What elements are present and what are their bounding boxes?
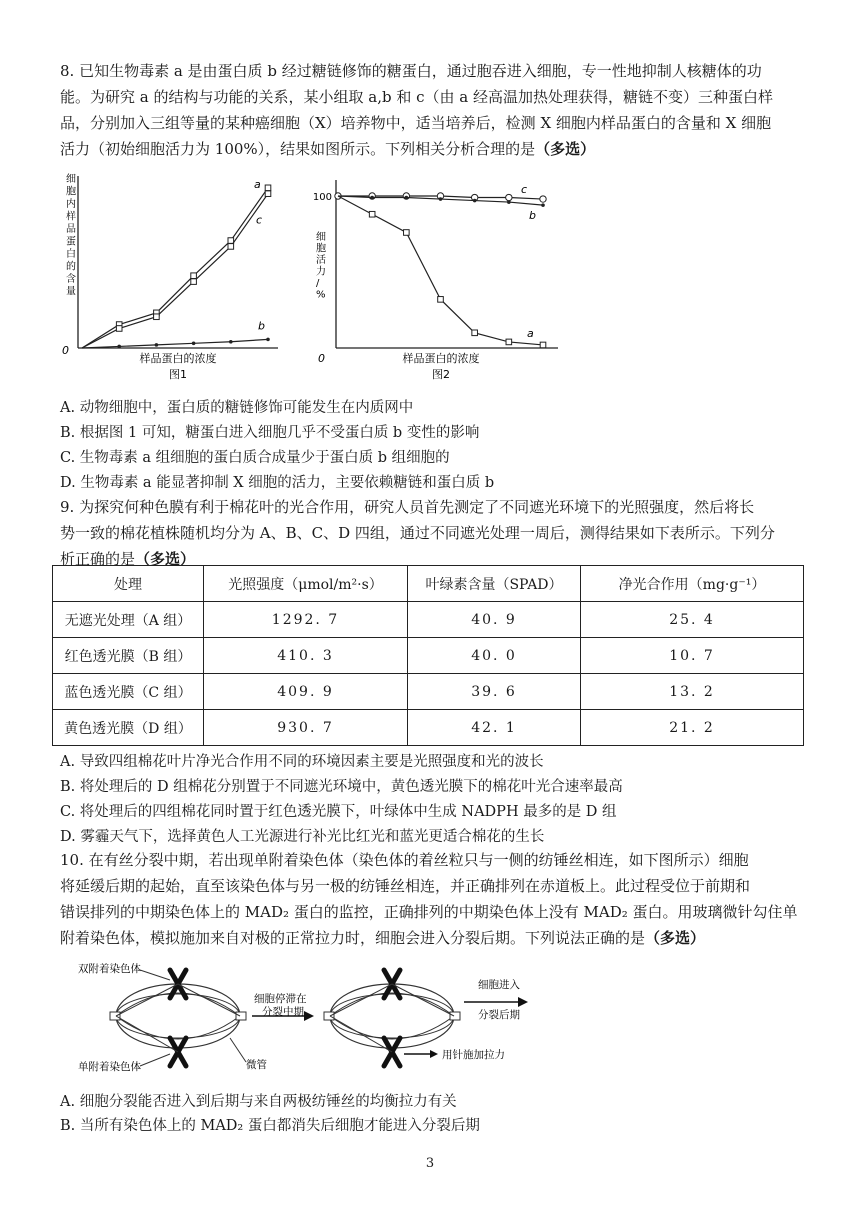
spindle-right <box>324 970 460 1066</box>
table-cell: 蓝色透光膜（C 组） <box>53 674 204 710</box>
series-label-a: a <box>527 326 534 340</box>
table-row <box>53 674 804 710</box>
table-cell: 21. 2 <box>581 710 804 746</box>
series-line-a <box>82 188 268 348</box>
q9-stem-line: 析正确的是 <box>60 550 136 568</box>
q9-stem-line: 9. 为探究何种色膜有利于棉花叶的光合作用，研究人员首先测定了不同遮光环境下的光照强度，然后将长 <box>60 498 755 516</box>
q10-stem-line: 10. 在有丝分裂中期，若出现单附着染色体（染色体的着丝粒只与一侧的纺锤丝相连，如下图所示）细胞 <box>60 851 749 869</box>
table-row <box>53 638 804 674</box>
table-cell: 930. 7 <box>204 710 408 746</box>
q9-multi-tag: （多选） <box>135 550 196 568</box>
q10-stem-line: 错误排列的中期染色体上的 MAD₂ 蛋白的监控，正确排列的中期染色体上没有 MAD₂ 蛋白。用玻璃微针勾住单 <box>60 903 798 921</box>
data-point <box>155 343 159 347</box>
label-microtubule: 微管 <box>246 1059 267 1071</box>
arrow-right-icon <box>464 997 528 1007</box>
data-point <box>154 314 160 320</box>
table-cell: 40. 0 <box>408 638 581 674</box>
centriole-icon <box>324 1012 334 1020</box>
x-axis-label: 样品蛋白的浓度 <box>139 352 217 365</box>
data-point <box>228 238 234 244</box>
q9-option-c: C. 将处理后的四组棉花同时置于红色透光膜下，叶绿体中生成 NADPH 最多的是 D 组 <box>60 804 617 820</box>
q8-stem-line: 8. 已知生物毒素 a 是由蛋白质 b 经过糖链修饰的糖蛋白，通过胞吞进入细胞，专一性地抑制人核糖体的功 <box>60 62 762 80</box>
y-axis-label: 细胞活力/ % <box>316 232 326 301</box>
q8-option-c: C. 生物毒素 a 组细胞的蛋白质合成量少于蛋白质 b 组细胞的 <box>60 450 450 466</box>
series-line-b <box>82 339 268 348</box>
q10-stem-line: 附着染色体，模拟施加来自对极的正常拉力时，细胞会进入分裂后期。下列说法正确的是 <box>60 929 646 947</box>
q10-stem <box>60 847 802 951</box>
table-cell: 39. 6 <box>408 674 581 710</box>
data-point <box>473 199 477 203</box>
y-tick-label: 100 <box>312 192 332 203</box>
table-cell: 410. 3 <box>204 638 408 674</box>
q8-stem <box>60 58 802 162</box>
origin-label: 0 <box>62 344 69 357</box>
origin-label: 0 <box>318 352 325 365</box>
data-point <box>192 342 196 346</box>
series-label-c: c <box>521 183 528 197</box>
table-cell: 40. 9 <box>408 602 581 638</box>
q9-stem-line: 势一致的棉花植株随机均分为 A、B、C、D 四组，通过不同遮光处理一周后，测得结果如下表所示。下列分 <box>60 524 775 542</box>
figure-1-chart <box>58 170 298 385</box>
label-needle: 用针施加拉力 <box>442 1049 505 1061</box>
table-cell: 无遮光处理（A 组） <box>53 602 204 638</box>
data-point <box>439 197 443 201</box>
series-label-b: b <box>258 319 265 333</box>
q9-stem <box>60 494 802 572</box>
table-cell: 10. 7 <box>581 638 804 674</box>
q8-stem-line: 品，分别加入三组等量的某种癌细胞（X）培养物中，适当培养后，检测 X 细胞内样品蛋白的含量和 X 细胞 <box>60 114 772 132</box>
chart-title: 图1 <box>169 368 187 381</box>
series-label-b: b <box>529 209 536 223</box>
table-cell: 红色透光膜（B 组） <box>53 638 204 674</box>
table-row <box>53 710 804 746</box>
data-point <box>438 297 444 303</box>
series-line-c <box>82 194 268 348</box>
q10-stem-line: 将延缓后期的起始，直至该染色体与另一极的纺锤丝相连，并正确排列在赤道板上。此过程受位于前期和 <box>60 877 751 895</box>
data-point <box>405 196 409 200</box>
data-point <box>266 338 270 342</box>
data-point <box>404 230 410 236</box>
figure-2-chart <box>308 170 568 385</box>
table-cell: 13. 2 <box>581 674 804 710</box>
data-point <box>370 196 374 200</box>
q9-option-b: B. 将处理后的 D 组棉花分别置于不同遮光环境中，黄色透光膜下的棉花叶光合速率最高 <box>60 779 623 795</box>
data-point <box>229 340 233 344</box>
x-axis-label: 样品蛋白的浓度 <box>402 352 480 365</box>
data-point <box>116 326 122 332</box>
data-point <box>228 244 234 250</box>
centriole-icon <box>110 1012 120 1020</box>
chart-title: 图2 <box>432 368 450 381</box>
table-cell: 25. 4 <box>581 602 804 638</box>
q9-option-d: D. 雾霾天气下，选择黄色人工光源进行补光比红光和蓝光更适合棉花的生长 <box>60 829 545 845</box>
data-point <box>265 185 271 191</box>
label-double-attached: 双附着染色体 <box>78 963 141 975</box>
data-point <box>506 339 512 345</box>
data-point <box>191 273 197 279</box>
data-point <box>369 211 375 217</box>
q8-option-d: D. 生物毒素 a 能显著抑制 X 细胞的活力，主要依赖糖链和蛋白质 b <box>60 475 495 491</box>
q8-option-b: B. 根据图 1 可知，糖蛋白进入细胞几乎不受蛋白质 b 变性的影响 <box>60 425 480 441</box>
q8-multi-tag: （多选） <box>535 140 596 158</box>
table-header-cell: 净光合作用（mg·g⁻¹） <box>581 566 804 602</box>
q10-multi-tag: （多选） <box>645 929 706 947</box>
q8-stem-line: 能。为研究 a 的结构与功能的关系，某小组取 a,b 和 c（由 a 经高温加热处理获得，糖链不变）三种蛋白样 <box>60 88 773 106</box>
spindle-diagram <box>70 958 750 1078</box>
label-arrest: 细胞停滞在分裂中期 <box>254 993 307 1018</box>
needle-arrow-icon <box>404 1050 438 1058</box>
q10-option-a: A. 细胞分裂能否进入到后期与来自两极纺锤丝的均衡拉力有关 <box>60 1094 457 1110</box>
label-enter-anaphase: 细胞进入分裂后期 <box>478 979 520 1021</box>
label-single-attached: 单附着染色体 <box>78 1061 141 1073</box>
data-point <box>191 279 197 285</box>
data-point <box>540 196 546 202</box>
table-header-row <box>53 566 804 602</box>
table-cell: 409. 9 <box>204 674 408 710</box>
data-point <box>265 191 271 197</box>
q8-option-a: A. 动物细胞中，蛋白质的糖链修饰可能发生在内质网中 <box>60 400 414 416</box>
q10-option-b: B. 当所有染色体上的 MAD₂ 蛋白都消失后细胞才能进入分裂后期 <box>60 1118 480 1134</box>
data-point <box>540 342 546 348</box>
series-label-a: a <box>254 177 261 191</box>
q8-stem-line: 活力（初始细胞活力为 100%），结果如图所示。下列相关分析合理的是 <box>60 140 536 158</box>
data-point <box>506 194 512 200</box>
table-header-cell: 光照强度（μmol/m²·s） <box>204 566 408 602</box>
centriole-icon <box>236 1012 246 1020</box>
data-point <box>117 345 121 349</box>
series-label-c: c <box>256 213 263 227</box>
table-row <box>53 602 804 638</box>
data-point <box>507 200 511 204</box>
table-cell: 42. 1 <box>408 710 581 746</box>
data-point <box>541 203 545 207</box>
table-header-cell: 叶绿素含量（SPAD） <box>408 566 581 602</box>
data-point <box>472 330 478 336</box>
q9-option-a: A. 导致四组棉花叶片净光合作用不同的环境因素主要是光照强度和光的波长 <box>60 754 544 770</box>
centriole-icon <box>450 1012 460 1020</box>
series-line-a <box>338 196 543 345</box>
q9-data-table <box>52 565 804 746</box>
table-cell: 黄色透光膜（D 组） <box>53 710 204 746</box>
table-header-cell: 处理 <box>53 566 204 602</box>
table-cell: 1292. 7 <box>204 602 408 638</box>
y-axis-label: 细胞内样品蛋白的含量 <box>66 174 76 298</box>
page-number: 3 <box>425 1156 435 1171</box>
spindle-left <box>110 970 246 1066</box>
